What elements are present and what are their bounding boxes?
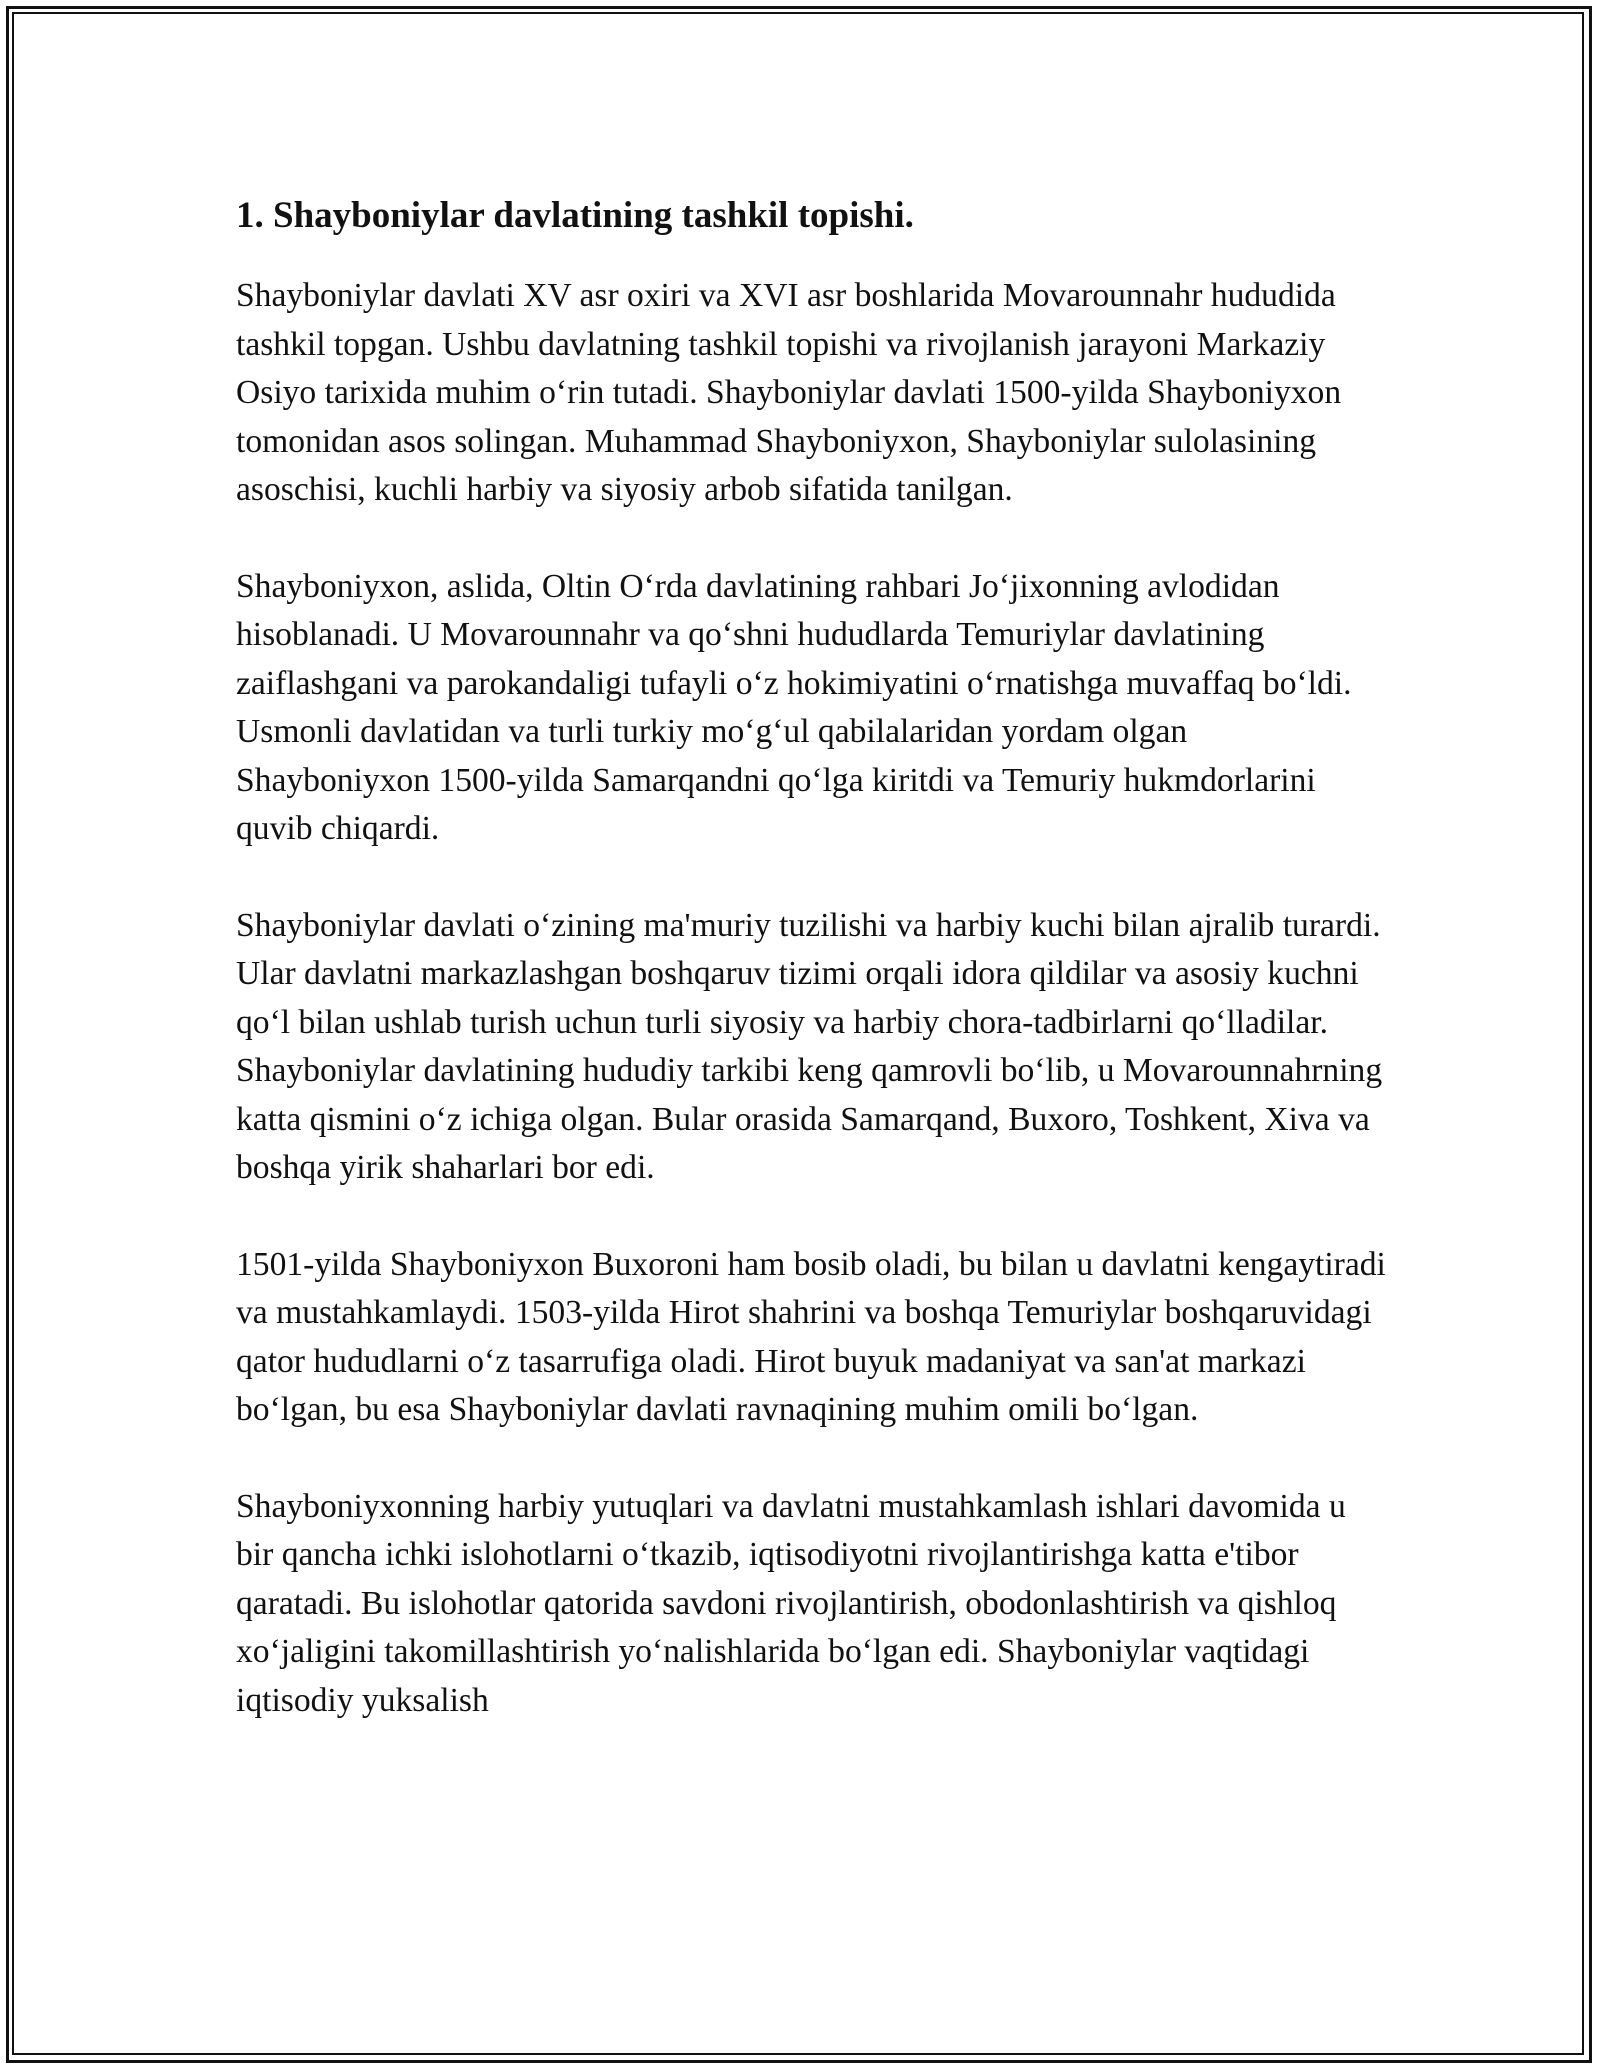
paragraph-2: Shayboniyxon, aslida, Oltin O‘rda davlatining rahbari Jo‘jixonning avlodidan hisoblanadi. U Movarounnahr va qo‘shni hududlarda Temuriylar davlatining zaiflashgani va parokandaligi tufayli o‘z hokimiyatini o‘rnatishga muvaffaq bo‘ldi. Usmonli davlatidan va turli turkiy mo‘g‘ul qabilalaridan yordam olgan Shayboniyxon 1500-yilda Samarqandni qo‘lga kiritdi va Temuriy hukmdorlarini quvib chiqardi.	[236, 567, 1352, 847]
document-body	[236, 184, 1386, 1725]
paragraph-4: 1501-yilda Shayboniyxon Buxoroni ham bosib oladi, bu bilan u davlatni kengaytiradi va mustahkamlaydi. 1503-yilda Hirot shahrini va boshqa Temuriylar boshqaruvidagi qator hududlarni o‘z tasarrufiga oladi. Hirot buyuk madaniyat va san'at markazi bo‘lgan, bu esa Shayboniylar davlati ravnaqining muhim omili bo‘lgan.	[236, 1245, 1386, 1428]
paragraph-5: Shayboniyxonning harbiy yutuqlari va davlatni mustahkamlash ishlari davomida u bir qancha ichki islohotlarni o‘tkazib, iqtisodiyotni rivojlantirishga katta e'tibor qaratadi. Bu islohotlar qatorida savdoni rivojlantirish, obodonlashtirish va qishloq xo‘jaligini takomillashtirish yo‘nalishlarida bo‘lgan edi. Shayboniylar vaqtidagi iqtisodiy yuksalish	[236, 1487, 1346, 1719]
paragraph-1: Shayboniylar davlati XV asr oxiri va XVI asr boshlarida Movarounnahr hududida tashkil topgan. Ushbu davlatning tashkil topishi va rivojlanish jarayoni Markaziy Osiyo tarixida muhim o‘rin tutadi. Shayboniylar davlati 1500-yilda Shayboniyxon tomonidan asos solingan. Muhammad Shayboniyxon, Shayboniylar sulolasining asoschisi, kuchli harbiy va siyosiy arbob sifatida tanilgan.	[236, 277, 1342, 508]
paragraph-3: Shayboniylar davlati o‘zining ma'muriy tuzilishi va harbiy kuchi bilan ajralib turardi. Ular davlatni markazlashgan boshqaruv tizimi orqali idora qildilar va asosiy kuchni qo‘l bilan ushlab turish uchun turli siyosiy va harbiy chora-tadbirlarni qo‘lladilar. Shayboniylar davlatining hududiy tarkibi keng qamrovli bo‘lib, u Movarounnahrning katta qismini o‘z ichiga olgan. Bular orasida Samarqand, Buxoro, Toshkent, Xiva va boshqa yirik shaharlari bor edi.	[236, 906, 1383, 1186]
section-heading: 1. Shayboniylar davlatining tashkil topishi.	[236, 195, 914, 236]
